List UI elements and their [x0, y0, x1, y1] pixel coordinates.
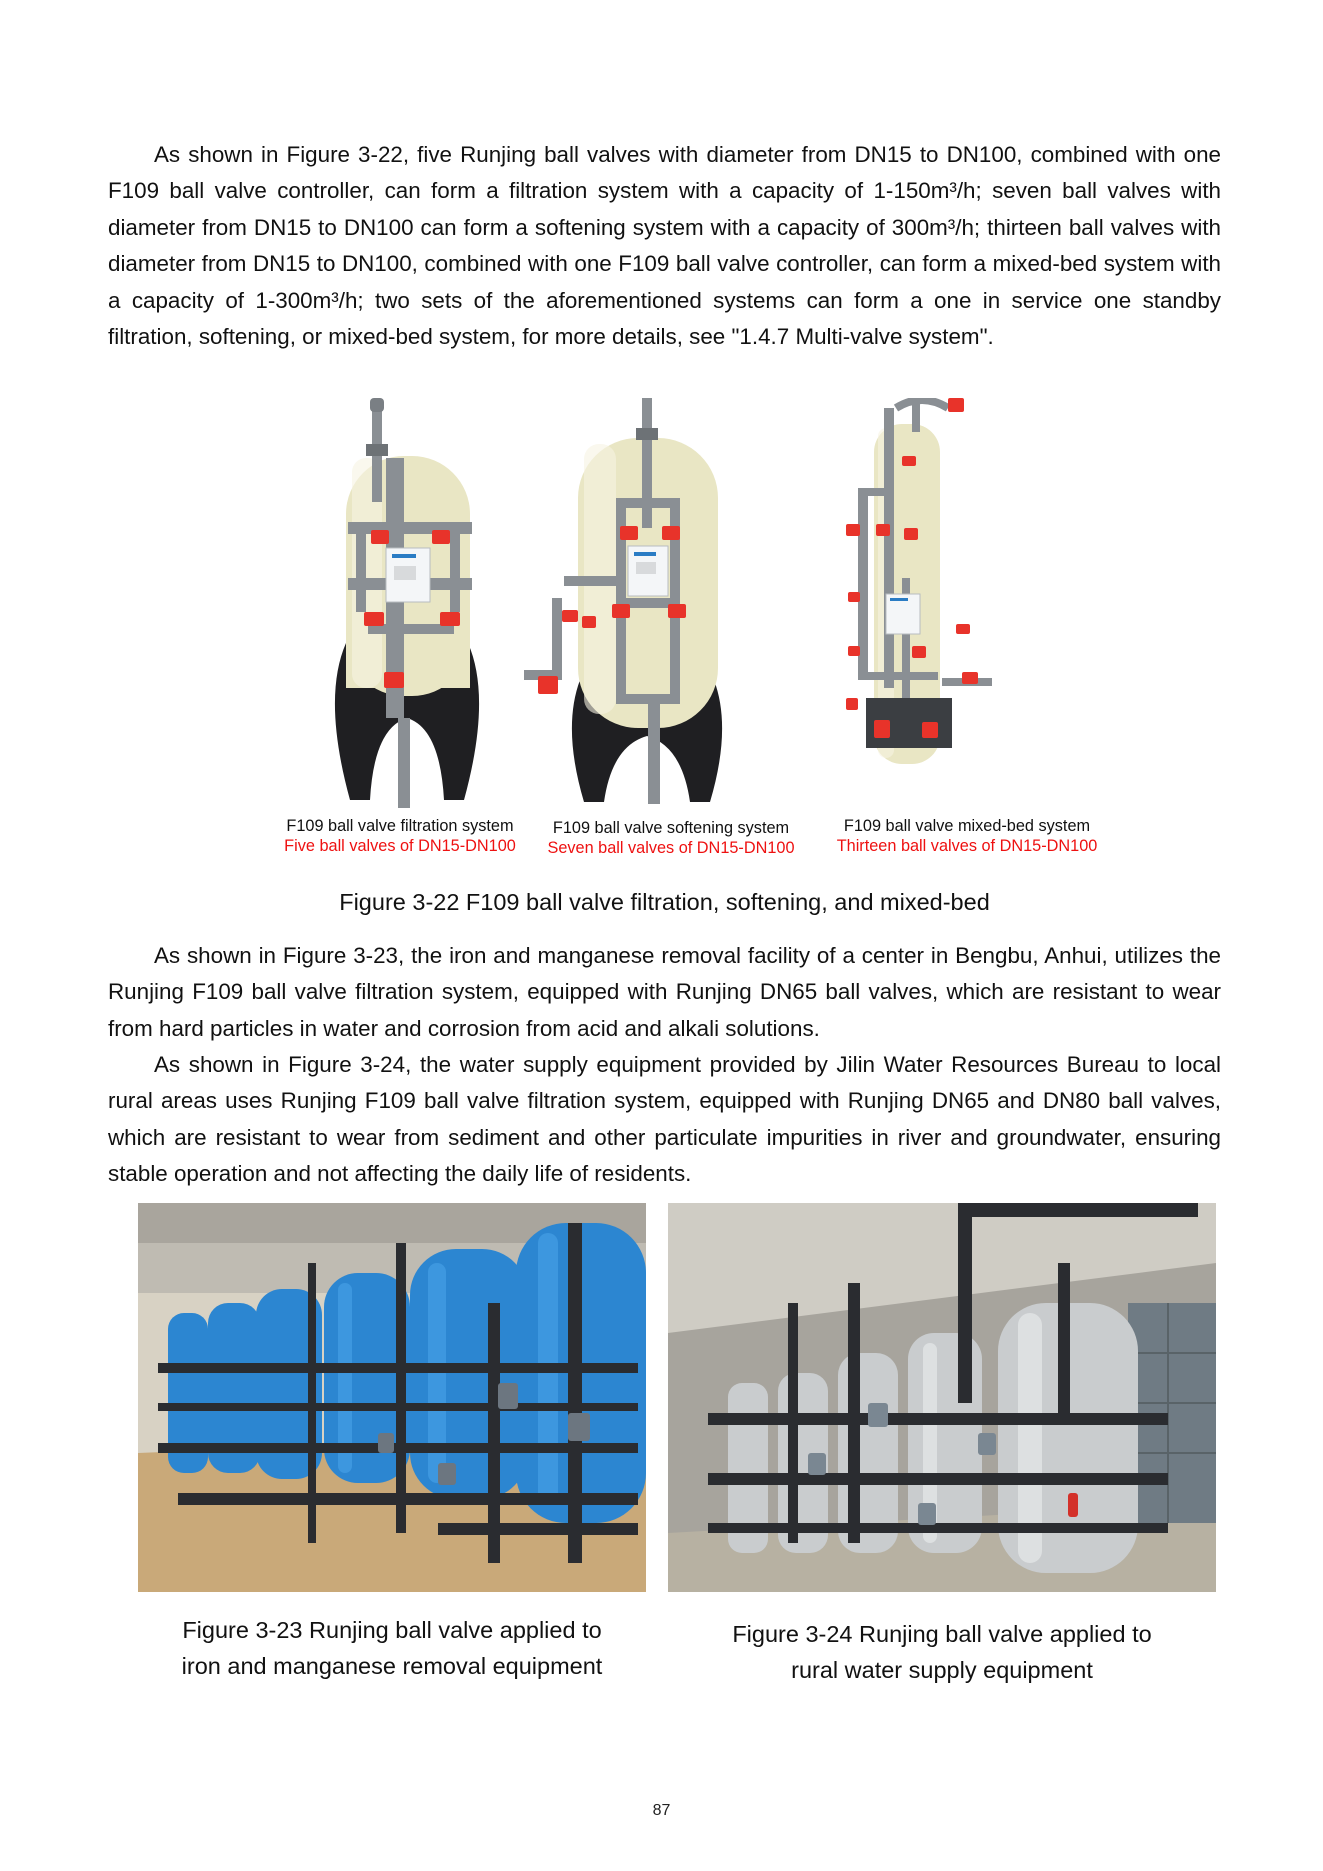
softening-system-caption — [546, 818, 796, 858]
mixed-bed-system-name: F109 ball valve mixed-bed system — [843, 817, 1091, 835]
figure-3-22-caption: Figure 3-22 F109 ball valve filtration, softening, and mixed-bed — [339, 889, 990, 915]
softening-system-name: F109 ball valve softening system — [552, 819, 790, 837]
figure-3-23-caption-line2: iron and manganese removal equipment — [181, 1653, 603, 1679]
mixed-bed-system-valves: Thirteen ball valves of DN15-DN100 — [836, 837, 1098, 855]
intro-paragraph: As shown in Figure 3-22, five Runjing ball valves with diameter from DN15 to DN100, combined with one F109 ball valve controller, can form a filtration system with a capacity of 1-150m³/h; seven ball valves with diameter from DN15 to DN100 can form a softening system with a capacity of 300m³/h; thirteen ball valves with diameter from DN15 to DN100, combined with one F109 ball valve controller, can form a mixed-bed system with a capacity of 1-300m³/h; two sets of the aforementioned systems can form a one in service one standby filtration, softening, or mixed-bed system, for more details, see "1.4.7 Multi-valve system". — [108, 142, 1221, 350]
mixed-bed-system-caption — [832, 816, 1102, 856]
figure-3-22-image — [262, 398, 1122, 818]
filtration-system-caption — [280, 816, 520, 856]
softening-system-illustration — [524, 398, 722, 804]
figure-3-24-caption-line2: rural water supply equipment — [791, 1657, 1093, 1683]
figure-3-23-photo — [138, 1203, 646, 1592]
mixed-bed-system-illustration — [846, 398, 992, 764]
bengbu-paragraph: As shown in Figure 3-23, the iron and manganese removal facility of a center in Bengbu, Anhui, utilizes the Runjing F109 ball valve filtration system, equipped with Runjing DN65 ball valves, which are resistant to wear from hard particles in water and corrosion from acid and alkali solutions. — [108, 943, 1221, 1041]
filtration-system-valves: Five ball valves of DN15-DN100 — [284, 837, 516, 855]
figure-3-24-photo — [668, 1203, 1216, 1592]
filtration-system-illustration — [335, 398, 479, 808]
page-number: 87 — [652, 1802, 671, 1819]
figure-3-23-caption-line1: Figure 3-23 Runjing ball valve applied to — [182, 1617, 602, 1643]
figure-3-24-caption-line1: Figure 3-24 Runjing ball valve applied to — [732, 1621, 1152, 1647]
softening-system-valves: Seven ball valves of DN15-DN100 — [547, 839, 795, 857]
figure-3-24-caption — [668, 1616, 1216, 1688]
jilin-paragraph: As shown in Figure 3-24, the water supply equipment provided by Jilin Water Resources Bureau to local rural areas uses Runjing F109 ball valve filtration system, equipped with Runjing DN65 and DN80 ball valves, which are resistant to wear from sediment and other particulate impurities in river and groundwater, ensuring stable operation and not affecting the daily life of residents. — [108, 1052, 1221, 1187]
figure-3-23-caption — [138, 1612, 646, 1684]
filtration-system-name: F109 ball valve filtration system — [286, 817, 514, 835]
